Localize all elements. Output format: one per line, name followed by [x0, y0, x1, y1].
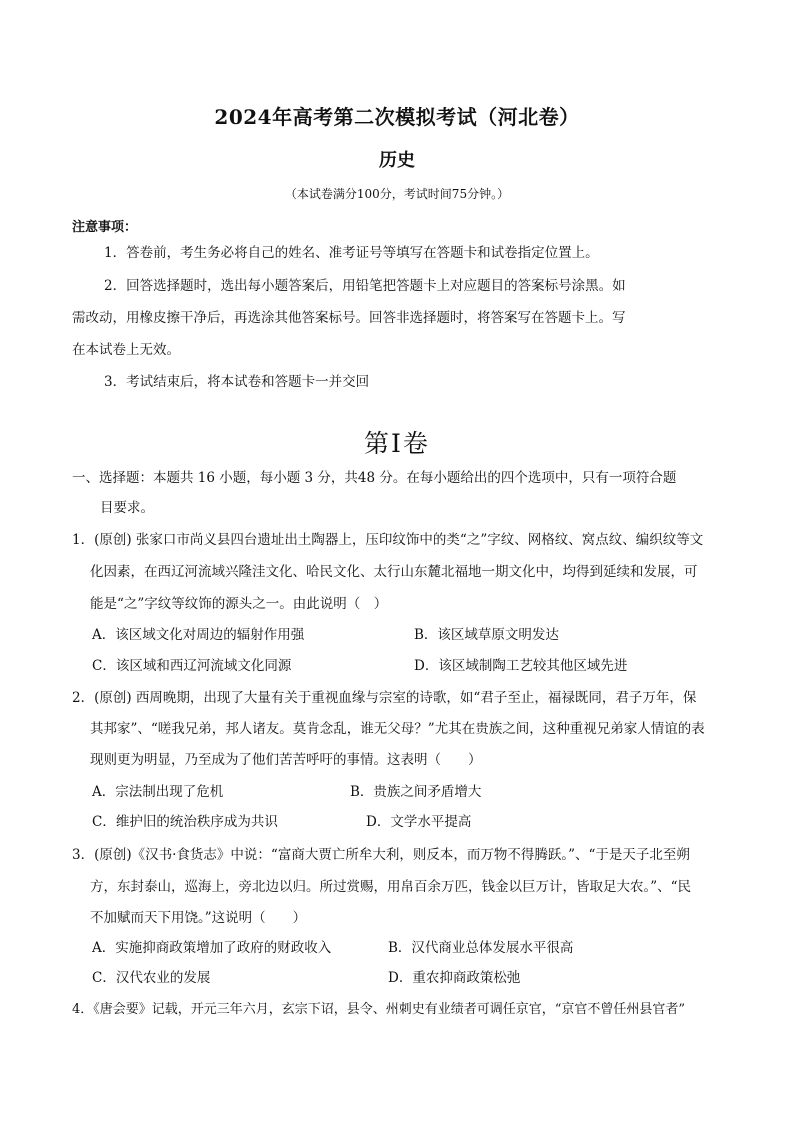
question-3-line: 方，东封泰山，巡海上，旁北边以归。所过赏赐，用帛百余万匹，钱金以巨万计，皆取足大农。”、“民 [90, 879, 692, 895]
question-2-line: 现则更为明显，乃至成为了他们苦苦呼吁的事情。这表明（ ） [90, 752, 482, 768]
question-3-option-c: C．汉代农业的发展 [92, 970, 211, 986]
question-2-option-d: D．文学水平提高 [366, 814, 472, 830]
question-2-line: 其邦家”、“嗟我兄弟，邦人诸友。莫肯念乱，谁无父母？”尤其在贵族之间，这种重视兄弟家人情谊的表 [90, 721, 705, 737]
question-3-option-b: B．汉代商业总体发展水平很高 [388, 940, 574, 956]
notice-heading: 注意事项： [72, 220, 138, 235]
section-instruction: 一、选择题：本题共 16 小题，每小题 3 分，共48 分。在每小题给出的四个选项中，只有一项符合题 [72, 470, 677, 486]
question-1-option-c: C．该区域和西辽河流域文化同源 [92, 658, 292, 674]
notice-line: 需改动，用橡皮擦干净后，再选涂其他答案标号。回答非选择题时，将答案写在答题卡上。写 [72, 310, 626, 326]
question-3-option-d: D．重农抑商政策松弛 [388, 970, 521, 986]
notice-line: 1．答卷前，考生务必将自己的姓名、准考证号等填写在答题卡和试卷指定位置上。 [104, 245, 599, 261]
question-2-option-a: A．宗法制出现了危机 [92, 784, 224, 800]
question-1-option-a: A．该区域文化对周边的辐射作用强 [92, 627, 305, 643]
notice-line: 3．考试结束后，将本试卷和答题卡一并交回 [104, 374, 370, 390]
question-3-option-a: A．实施抑商政策增加了政府的财政收入 [92, 940, 332, 956]
question-2-option-b: B．贵族之间矛盾增大 [350, 784, 482, 800]
notice-line: 在本试卷上无效。 [72, 342, 180, 358]
question-2-line: 2．(原创) 西周晚期，出现了大量有关于重视血缘与宗室的诗歌，如“君子至止，福禄既同，君子万年，保 [72, 690, 697, 706]
question-1-line: 能是“之”字纹等纹饰的源头之一。由此说明（ ） [90, 596, 388, 612]
question-1-option-b: B．该区域草原文明发达 [414, 627, 559, 643]
section-instruction: 目要求。 [100, 500, 154, 516]
exam-subject: 历史 [379, 150, 415, 171]
question-1-line: 1．(原创) 张家口市尚义县四台遗址出土陶器上，压印纹饰中的类“之”字纹、网格纹、窝点纹、编织纹等文 [72, 532, 704, 548]
notice-line: 2．回答选择题时，选出每小题答案后，用铅笔把答题卡上对应题目的答案标号涂黑。如 [104, 278, 626, 294]
question-3-line: 不加赋而天下用饶。”这说明（ ） [90, 910, 307, 926]
question-4-line: 4．《唐会要》记载，开元三年六月，玄宗下诏，县令、州刺史有业绩者可调任京官，“京官不曾任州县官者” [72, 1002, 686, 1017]
question-1-line: 化因素，在西辽河流域兴隆洼文化、哈民文化、太行山东麓北福地一期文化中，均得到延续和发展，可 [90, 564, 698, 580]
exam-title: 2024年高考第二次模拟考试（河北卷） [214, 105, 580, 129]
question-1-option-d: D．该区域制陶工艺较其他区域先进 [414, 658, 628, 674]
question-3-line: 3．(原创)《汉书·食货志》中说：“富商大贾亡所牟大利，则反本，而万物不得腾跃。”、“于是天子北至朔 [72, 847, 690, 863]
section-title: 第Ⅰ卷 [364, 429, 430, 458]
question-2-option-c: C．维护旧的统治秩序成为共识 [92, 814, 278, 830]
exam-meta: （本试卷满分100分，考试时间75分钟。） [284, 187, 510, 201]
